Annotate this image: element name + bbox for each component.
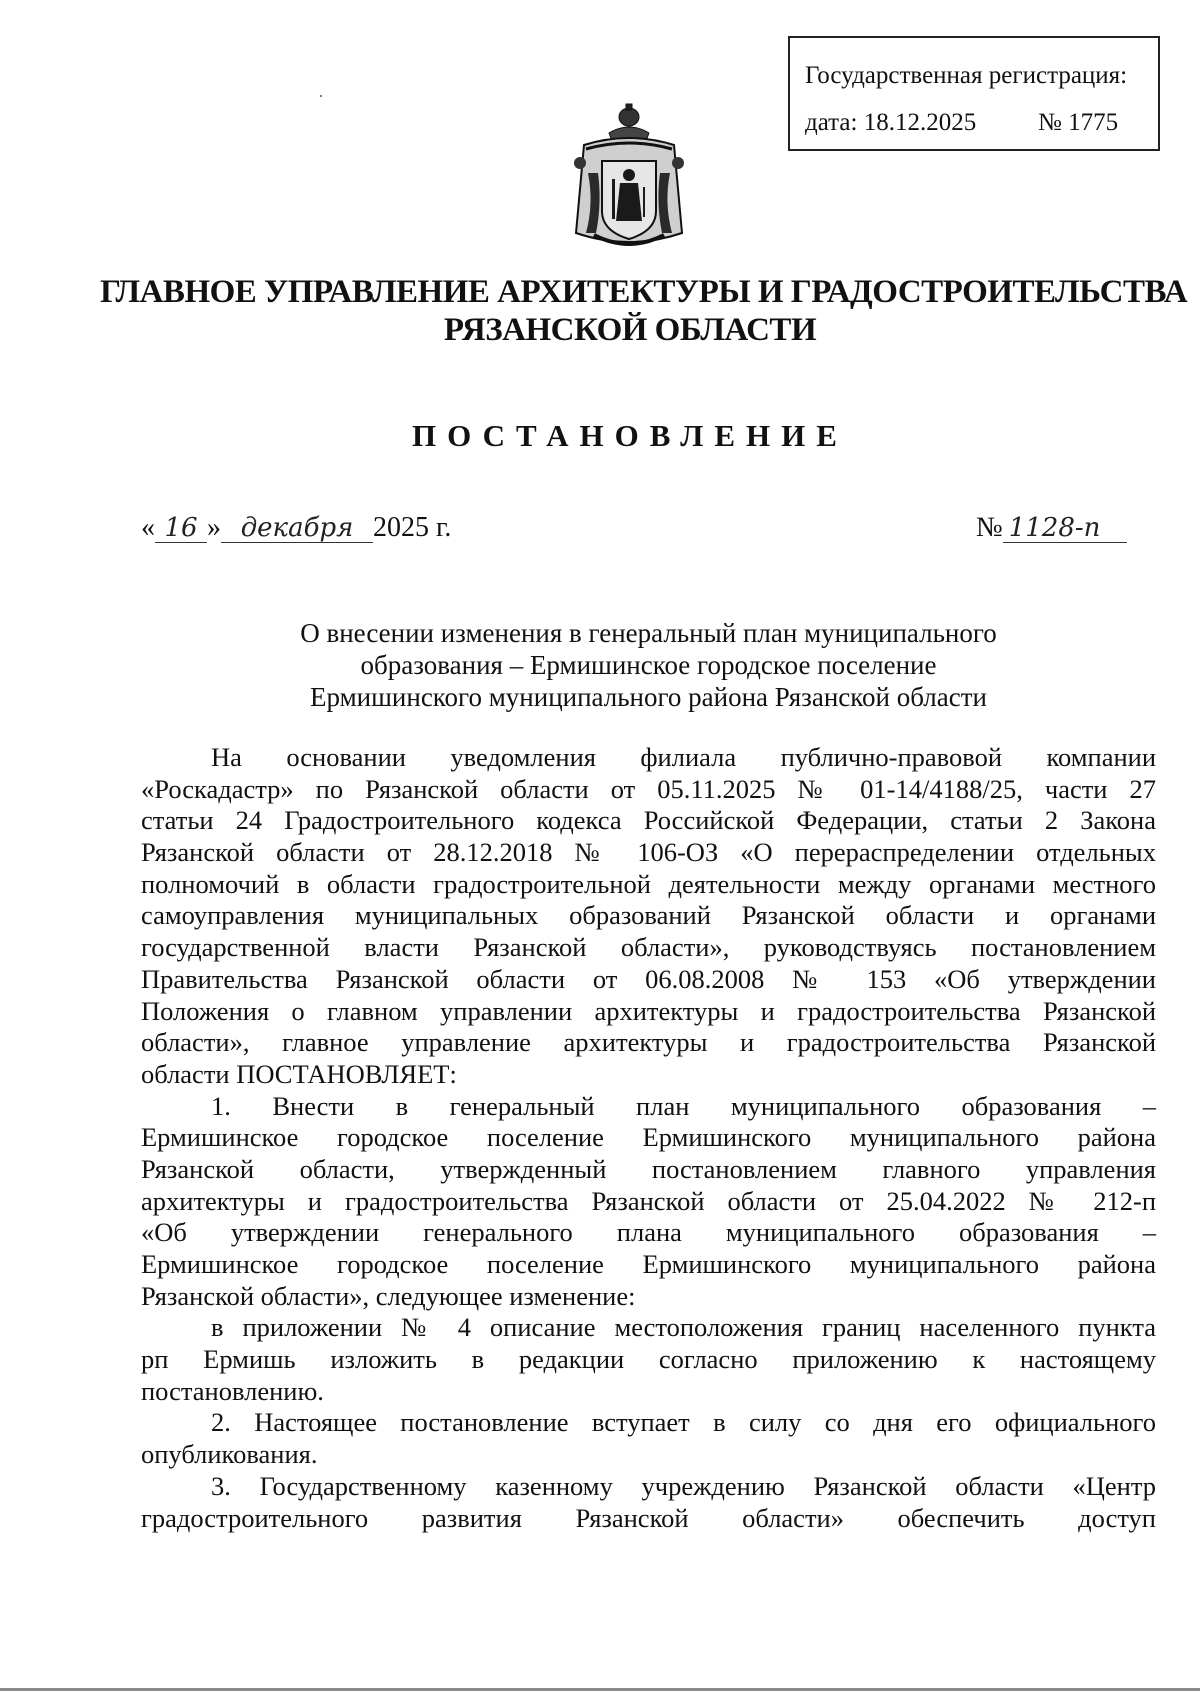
document-type-title: ПОСТАНОВЛЕНИЕ (412, 418, 848, 453)
number-label: № (976, 512, 1003, 543)
date-day-handwritten: 16 (155, 514, 207, 543)
item1-line: Ермишинское городское поселение Ермишинского муниципального района (141, 1122, 1156, 1153)
item3-line: 3. Государственному казенному учреждению Рязанской области «Центр (211, 1470, 1156, 1501)
item1-sub-line: рп Ермишь изложить в редакции согласно приложению к настоящему (141, 1344, 1156, 1375)
subject-line: О внесении изменения в генеральный план муниципального (300, 618, 997, 648)
item1-line: Рязанской области, утвержденный постановлением главного управления (141, 1153, 1156, 1184)
registration-date: дата: 18.12.2025 (805, 109, 977, 136)
preamble-line: полномочий в области градостроительной деятельности между органами местного (141, 868, 1156, 899)
preamble-line: Рязанской области от 28.12.2018 № 106-ОЗ «О перераспределении отдельных (141, 837, 1156, 868)
organization-name-line1: ГЛАВНОЕ УПРАВЛЕНИЕ АРХИТЕКТУРЫ И ГРАДОСТРОИТЕЛЬСТВА (100, 274, 1188, 310)
preamble-line: самоуправления муниципальных образований Рязанской области и органами (141, 900, 1156, 931)
preamble-line: области», главное управление архитектуры и градостроительства Рязанской (141, 1027, 1156, 1058)
date-close-quote: » (207, 512, 221, 543)
item2-line: опубликования. (141, 1439, 318, 1470)
scan-bottom-edge (0, 1688, 1200, 1691)
preamble-line: Правительства Рязанской области от 06.08.2008 № 153 «Об утверждении (141, 963, 1156, 994)
item1-line: архитектуры и градостроительства Рязанской области от 25.04.2022 № 212-п (141, 1185, 1156, 1216)
organization-name-line2: РЯЗАНСКОЙ ОБЛАСТИ (443, 312, 817, 348)
item1-sub-line: постановлению. (141, 1375, 324, 1406)
item3-line: градостроительного развития Рязанской области» обеспечить доступ (141, 1502, 1156, 1533)
item1-line: Рязанской области», следующее изменение: (141, 1280, 636, 1311)
preamble-line: «Роскадастр» по Рязанской области от 05.11.2025 № 01-14/4188/25, части 27 (141, 773, 1156, 804)
document-date (141, 512, 451, 544)
document-body (141, 742, 1156, 1534)
scan-speck (320, 95, 322, 97)
item1-sub-line: в приложении № 4 описание местоположения границ населенного пункта (211, 1312, 1156, 1343)
subject-line: Ермишинского муниципального района Рязанской области (310, 682, 987, 712)
date-year: 2025 г. (373, 512, 452, 543)
preamble-line: На основании уведомления филиала публично-правовой компании (211, 742, 1156, 772)
ryazan-coat-of-arms-icon (564, 103, 694, 253)
item1-line: Ермишинское городское поселение Ермишинского муниципального района (141, 1249, 1156, 1279)
preamble-line: Положения о главном управлении архитектуры и градостроительства Рязанской (141, 995, 1156, 1026)
item1-line: 1. Внести в генеральный план муниципального образования – (211, 1090, 1156, 1121)
date-open-quote: « (141, 512, 155, 543)
registration-number: № 1775 (1038, 109, 1119, 136)
item1-line: «Об утверждении генерального плана муниципального образования – (141, 1217, 1156, 1248)
number-handwritten: 1128-п (1003, 514, 1127, 543)
document-number (976, 512, 1127, 544)
item2-line: 2. Настоящее постановление вступает в силу со дня его официального (211, 1407, 1156, 1438)
preamble-line: статьи 24 Градостроительного кодекса Российской Федерации, статьи 2 Закона (141, 805, 1156, 836)
date-month-handwritten: декабря (221, 514, 373, 543)
document-subject (141, 617, 1156, 713)
preamble-line: государственной власти Рязанской области», руководствуясь постановлением (141, 932, 1156, 963)
preamble-line: области ПОСТАНОВЛЯЕТ: (141, 1058, 457, 1089)
subject-line: образования – Ермишинское городское поселение (360, 650, 937, 680)
registration-stamp (788, 36, 1160, 151)
registration-title: Государственная регистрация: (805, 62, 1128, 89)
